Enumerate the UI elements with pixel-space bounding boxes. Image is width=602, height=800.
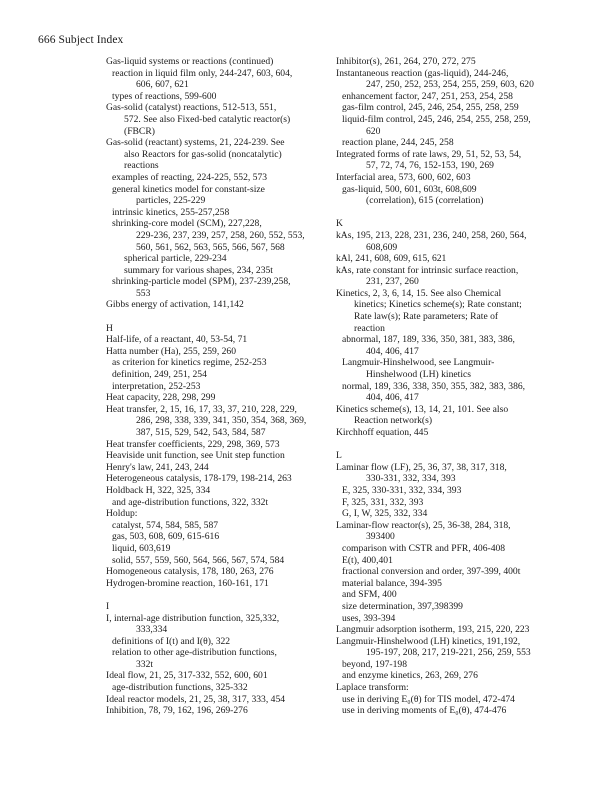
index-entry: Heat capacity, 228, 298, 299 xyxy=(106,392,216,404)
right-column xyxy=(336,56,572,717)
index-entry: Holdup: xyxy=(106,508,138,520)
index-entry xyxy=(106,311,338,323)
index-entry: Kirchhoff equation, 445 xyxy=(336,427,429,438)
index-subentry: 608,609 xyxy=(366,241,398,253)
index-entry: Gas-liquid systems or reactions (continued) xyxy=(106,56,274,67)
index-entry: Ideal reactor models, 21, 25, 38, 317, 333, 454 xyxy=(106,693,286,705)
index-entry: Homogeneous catalysis, 178, 180, 263, 276 xyxy=(106,566,274,578)
index-entry: Gibbs energy of activation, 141,142 xyxy=(106,299,244,311)
index-subentry: 330-331, 332, 334, 393 xyxy=(366,473,456,485)
index-subentry: 57, 72, 74, 76, 152-153, 190, 269 xyxy=(366,160,494,172)
index-subentry: size determination, 397,398399 xyxy=(342,600,463,612)
index-entry: Langmuir-Hinshelwood (LH) kinetics, 191,192, xyxy=(336,635,521,647)
left-column xyxy=(106,56,338,717)
index-subentry: gas, 503, 608, 609, 615-616 xyxy=(112,531,220,543)
index-subentry: Langmuir-Hinshelwood, see Langmuir- xyxy=(342,357,495,369)
index-entry: Hatta number (Ha), 255, 259, 260 xyxy=(106,345,237,357)
index-subentry: as criterion for kinetics regime, 252-253 xyxy=(112,357,267,369)
index-entry: Integrated forms of rate laws, 29, 51, 52, 53, 54, xyxy=(336,148,522,160)
index-entry: Heat transfer coefficients, 229, 298, 369, 573 xyxy=(106,438,280,450)
index-subentry: age-distribution functions, 325-332 xyxy=(112,682,248,694)
index-entry: Laminar-flow reactor(s), 25, 36-38, 284, 318, xyxy=(336,519,511,531)
index-subentry: Reaction network(s) xyxy=(354,415,433,427)
index-subentry: liquid, 603,619 xyxy=(112,542,171,554)
index-subentry: 231, 237, 260 xyxy=(366,276,419,288)
index-entry: Gas-solid (reactant) systems, 21, 224-239. See xyxy=(106,137,285,149)
index-subentry: E, 325, 330-331, 332, 334, 393 xyxy=(342,484,462,496)
index-entry: Kinetics scheme(s), 13, 14, 21, 101. See also xyxy=(336,403,509,415)
running-title: Subject Index xyxy=(58,34,124,46)
index-entry: Interfacial area, 573, 600, 602, 603 xyxy=(336,171,471,183)
index-subentry: uses, 393-394 xyxy=(342,612,396,624)
index-subentry: comparison with CSTR and PFR, 406-408 xyxy=(342,542,506,554)
index-entry: Hydrogen-bromine reaction, 160-161, 171 xyxy=(106,577,269,589)
index-subentry: liquid-film control, 245, 246, 254, 255, 258, 259, xyxy=(342,113,531,125)
index-subentry: particles, 225-229 xyxy=(136,195,206,207)
index-subentry: (FBCR) xyxy=(124,125,155,137)
index-subentry: general kinetics model for constant-size xyxy=(112,183,265,195)
index-subentry: summary for various shapes, 234, 235t xyxy=(124,264,273,276)
index-subentry: 620 xyxy=(366,125,381,137)
index-subentry: (correlation), 615 (correlation) xyxy=(366,195,484,207)
index-subentry: 387, 515, 529, 542, 543, 584, 587 xyxy=(136,427,266,438)
index-subentry: relation to other age-distribution functions, xyxy=(112,647,277,659)
index-subentry: 572. See also Fixed-bed catalytic reactor(s) xyxy=(124,113,291,125)
index-entry: Laplace transform: xyxy=(336,682,409,694)
index-entry: Half-life, of a reactant, 40, 53-54, 71 xyxy=(106,334,248,346)
index-subentry: reactions xyxy=(124,160,159,172)
index-subentry: enhancement factor, 247, 251, 253, 254, 258 xyxy=(342,90,513,102)
index-subentry: types of reactions, 599-600 xyxy=(112,90,217,102)
page-number: 666 xyxy=(38,34,56,46)
section-letter: H xyxy=(106,322,113,334)
index-subentry: gas-liquid, 500, 601, 603t, 608,609 xyxy=(342,183,477,195)
index-subentry: interpretation, 252-253 xyxy=(112,380,201,392)
index-subentry: 553 xyxy=(136,287,151,299)
index-subentry: definitions of I(t) and I(θ), 322 xyxy=(112,635,231,647)
index-subentry: 404, 406, 417 xyxy=(366,392,419,404)
index-subentry: kinetics; Kinetics scheme(s); Rate constant; xyxy=(354,299,522,311)
index-subentry: shrinking-particle model (SPM), 237-239,258, xyxy=(112,276,291,288)
index-subentry: and enzyme kinetics, 263, 269, 276 xyxy=(342,670,478,682)
index-entry: kAl, 241, 608, 609, 615, 621 xyxy=(336,253,447,265)
index-entry: Inhibitor(s), 261, 264, 270, 272, 275 xyxy=(336,56,476,67)
index-entry: Heterogeneous catalysis, 178-179, 198-214, 263 xyxy=(106,473,292,485)
index-subentry: examples of reacting, 224-225, 552, 573 xyxy=(112,171,268,183)
section-letter: I xyxy=(106,600,110,612)
index-subentry: 195-197, 208, 217, 219-221, 256, 259, 553 xyxy=(366,647,531,659)
index-subentry: 393400 xyxy=(366,531,395,543)
index-subentry: 606, 607, 621 xyxy=(136,79,189,91)
index-entry: Inhibition, 78, 79, 162, 196, 269-276 xyxy=(106,705,248,717)
index-subentry: use in deriving E₀(θ) for TIS model, 472-474 xyxy=(342,693,515,705)
index-entry: kAs, rate constant for intrinsic surface reaction, xyxy=(336,264,519,276)
index-entry: kAs, 195, 213, 228, 231, 236, 240, 258, 260, 564, xyxy=(336,229,527,241)
index-subentry: solid, 557, 559, 560, 564, 566, 567, 574, 584 xyxy=(112,554,285,566)
index-entry: Holdback H, 322, 325, 334 xyxy=(106,484,211,496)
section-letter: L xyxy=(336,450,342,462)
index-subentry: 247, 250, 252, 253, 254, 255, 259, 603, 620 xyxy=(366,79,534,91)
index-entry: Ideal flow, 21, 25, 317-332, 552, 600, 601 xyxy=(106,670,268,682)
index-subentry: beyond, 197-198 xyxy=(342,658,408,670)
index-subentry: abnormal, 187, 189, 336, 350, 381, 383, 386, xyxy=(342,334,515,346)
index-subentry: spherical particle, 229-234 xyxy=(124,253,227,265)
index-entry: Heat transfer, 2, 15, 16, 17, 33, 37, 210, 228, 229, xyxy=(106,403,297,415)
section-letter: K xyxy=(336,218,343,230)
index-subentry: Rate law(s); Rate parameters; Rate of xyxy=(354,311,499,323)
index-subentry: E(t), 400,401 xyxy=(342,554,393,566)
index-subentry: 332t xyxy=(136,658,154,670)
index-subentry: gas-film control, 245, 246, 254, 255, 258, 259 xyxy=(342,102,519,114)
index-entry: Heaviside unit function, see Unit step function xyxy=(106,450,285,462)
index-entry: Kinetics, 2, 3, 6, 14, 15. See also Chemical xyxy=(336,287,502,299)
index-subentry: also Reactors for gas-solid (noncatalytic) xyxy=(124,148,282,160)
index-subentry: shrinking-core model (SCM), 227,228, xyxy=(112,218,262,230)
index-entry: Instantaneous reaction (gas-liquid), 244-246, xyxy=(336,67,509,79)
index-entry: Henry's law, 241, 243, 244 xyxy=(106,461,209,473)
index-subentry: and age-distribution functions, 322, 332t xyxy=(112,496,269,508)
index-subentry: Hinshelwood (LH) kinetics xyxy=(366,369,471,381)
index-subentry: 560, 561, 562, 563, 565, 566, 567, 568 xyxy=(136,241,285,253)
index-subentry: F, 325, 331, 332, 393 xyxy=(342,496,424,508)
index-entry: Gas-solid (catalyst) reactions, 512-513, 551, xyxy=(106,102,277,114)
index-entry xyxy=(336,439,572,451)
index-subentry: fractional conversion and order, 397-399, 400t xyxy=(342,566,521,578)
index-subentry: reaction in liquid film only, 244-247, 603, 604, xyxy=(112,67,293,79)
index-entry: Langmuir adsorption isotherm, 193, 215, 220, 223 xyxy=(336,624,530,636)
page-header xyxy=(38,34,123,46)
index-subentry: intrinsic kinetics, 255-257,258 xyxy=(112,206,230,218)
index-subentry: and SFM, 400 xyxy=(342,589,397,601)
index-entry: Laminar flow (LF), 25, 36, 37, 38, 317, 318, xyxy=(336,461,507,473)
index-entry xyxy=(106,589,338,601)
index-entry: I, internal-age distribution function, 325,332, xyxy=(106,612,280,624)
index-subentry: 404, 406, 417 xyxy=(366,345,419,357)
index-subentry: G, I, W, 325, 332, 334 xyxy=(342,508,428,520)
index-entry xyxy=(336,207,572,219)
index-subentry: definition, 249, 251, 254 xyxy=(112,369,207,381)
index-subentry: reaction xyxy=(354,322,385,334)
index-subentry: 229-236, 237, 239, 257, 258, 260, 552, 553, xyxy=(136,229,305,241)
index-subentry: use in deriving moments of E₀(θ), 474-476 xyxy=(342,705,507,717)
index-subentry: catalyst, 574, 584, 585, 587 xyxy=(112,519,219,531)
index-subentry: material balance, 394-395 xyxy=(342,577,442,589)
index-subentry: reaction plane, 244, 245, 258 xyxy=(342,137,454,149)
index-subentry: normal, 189, 336, 338, 350, 355, 382, 383, 386, xyxy=(342,380,526,392)
index-subentry: 333,334 xyxy=(136,624,168,636)
index-subentry: 286, 298, 338, 339, 341, 350, 354, 368, 369, xyxy=(136,415,307,427)
